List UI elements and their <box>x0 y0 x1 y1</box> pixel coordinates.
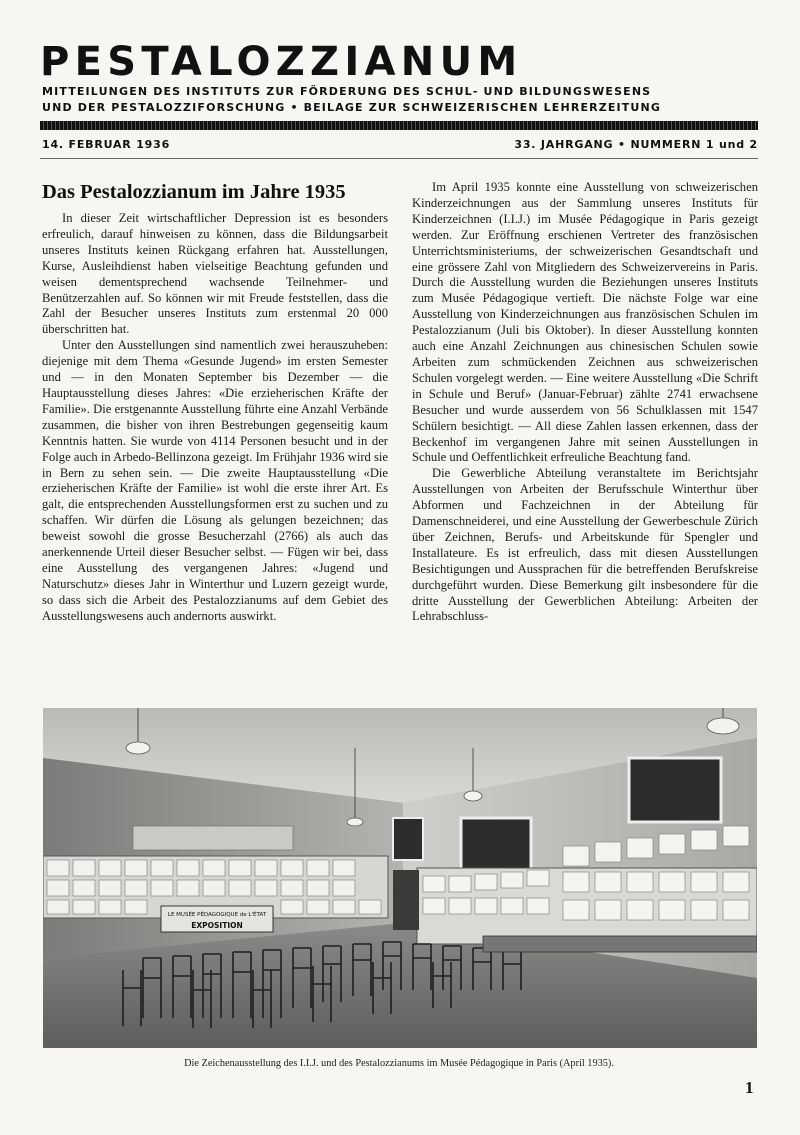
article-right-column <box>412 180 758 625</box>
issue-rule <box>40 158 758 159</box>
article-paragraph: Im April 1935 konnte eine Ausstellung von schweizerischen Kinderzeichnungen aus der Sammlung unseres Instituts für Kinderzeichnen (I.I.J.) im Musée Pédagogique in Paris gezeigt werden. Zur Eröffnung erschienen Vertreter des französischen Unterrichtsministeriums, der schweizerischen Gesandtschaft und eine grössere Zahl von Mitgliedern des Schweizervereins in Paris. Durch die Ausstellung wurden die Beziehungen unseres Instituts zum Musée Pédagogique vertieft. Die nächste Folge war eine Ausstellung von Kinderzeichnungen aus französischen Schulen im Pestalozzianum (Juli bis Oktober). In dieser Ausstellung konnten auch eine Anzahl Zeichnungen aus chinesischen Schulen sowie Arbeiten zum schmückenden Zeichnen aus schweizerischen Schulen vorgelegt werden. — Eine weitere Ausstellung «Die Schrift in Schule und Beruf» (Januar-Februar) zählte 2741 erwachsene Besucher und wurde ausserdem von 56 Schulklassen mit 1547 Schülern besichtigt. — All diese Zahlen lassen erkennen, dass der Beckenhof im vergangenen Jahre mit seinen Ausstellungen in Schule und Oeffentlichkeit erfreuliche Beachtung fand. <box>412 180 758 465</box>
article-paragraph: In dieser Zeit wirtschaftlicher Depression ist es besonders erfreulich, darauf hinweisen zu können, dass die Bildungsarbeit unseres Instituts keinen Rückgang erfahren hat. Ausstellungen, Kurse, Ausleihdienst haben vielseitige Beachtung gefunden und weisen dementsprechend wachsende Teilnehmer- und Benützerzahlen auf. So können wir mit Freude feststellen, dass die Zahl der Besucher unseres Instituts zum erstenmal 20 000 überschritten hat. <box>42 211 388 337</box>
banner-exposition: EXPOSITION <box>191 921 243 930</box>
masthead-subtitle-line1: MITTEILUNGEN DES INSTITUTS ZUR FÖRDERUNG DES SCHUL- UND BILDUNGSWESENS <box>42 85 652 98</box>
issue-volume-numbers: 33. JAHRGANG • NUMMERN 1 und 2 <box>514 138 758 151</box>
banner-title: LE MUSÉE PÉDAGOGIQUE de L'ÉTAT <box>167 912 267 918</box>
article-left-column <box>42 180 388 625</box>
page-number: 1 <box>745 1078 754 1097</box>
masthead-title: PESTALOZZIANUM <box>40 39 523 85</box>
article-title: Das Pestalozzianum im Jahre 1935 <box>42 181 346 203</box>
article-paragraph: Die Gewerbliche Abteilung veranstaltete im Berichtsjahr Ausstellungen von Arbeiten der Berufsschule Winterthur über Abformen und Fachzeichnen in der Abteilung für Damenschneiderei, und eine Ausstellung der Gewerbeschule Zürich über Zeichnen, Berufs- und Arbeitskunde für Spengler und Installateure. Es ist erfreulich, dass mit diesen Ausstellungen Besichtigungen und Aussprachen für die betreffenden Berufskreise durchgeführt wurden. Diese Bemerkung gilt insbesondere für die dritte Ausstellung der Gewerblichen Abteilung: Arbeiten der Lehrabschluss- <box>412 466 758 624</box>
masthead-subtitle-line2: UND DER PESTALOZZIFORSCHUNG • BEILAGE ZUR SCHWEIZERISCHEN LEHRERZEITUNG <box>42 101 662 114</box>
masthead-rule <box>40 121 758 130</box>
exhibition-photo <box>43 708 757 1048</box>
article-paragraph: Unter den Ausstellungen sind namentlich zwei herauszuheben: diejenige mit dem Thema «Gesunde Jugend» im ersten Semester und — in den Monaten September bis Dezember — die Hauptausstellung dieses Jahres: «Die erzieherischen Kräfte der Familie». Die erstgenannte Ausstellung führte eine Anzahl Verbände zusammen, die bisher von ihren Bestrebungen gegenseitig kaum Kenntnis hatten. Sie wurde von 4114 Personen besucht und in der Folge auch in Arbedo-Bellinzona gezeigt. Im Frühjahr 1936 wird sie in Bern zu sehen sein. — Die zweite Hauptausstellung «Die erzieherischen Kräfte der Familie» ist wohl die erste ihrer Art. Es galt, die entsprechenden Ausstellungsformen erst zu suchen und zu schaffen. Wir dürfen die Lösung als gelungen bezeichnen; das beweist sowohl die grosse Besucherzahl (2766) als auch das anerkennende Urteil dieser Besucher selbst. — Fügen wir bei, dass eine Ausstellung des vergangenen Jahres: «Jugend und Naturschutz» dieses Jahr in Winterthur und Luzern gezeigt wurde, so dass sich die Arbeit des Pestalozzianums auf dem Gebiet des Ausstellungswesens auch andernorts auswirkt. <box>42 338 388 623</box>
issue-date: 14. FEBRUAR 1936 <box>42 138 171 151</box>
figure-caption: Die Zeichenausstellung des I.I.J. und des Pestalozzianums im Musée Pédagogique in Paris (April 1935). <box>184 1058 614 1069</box>
